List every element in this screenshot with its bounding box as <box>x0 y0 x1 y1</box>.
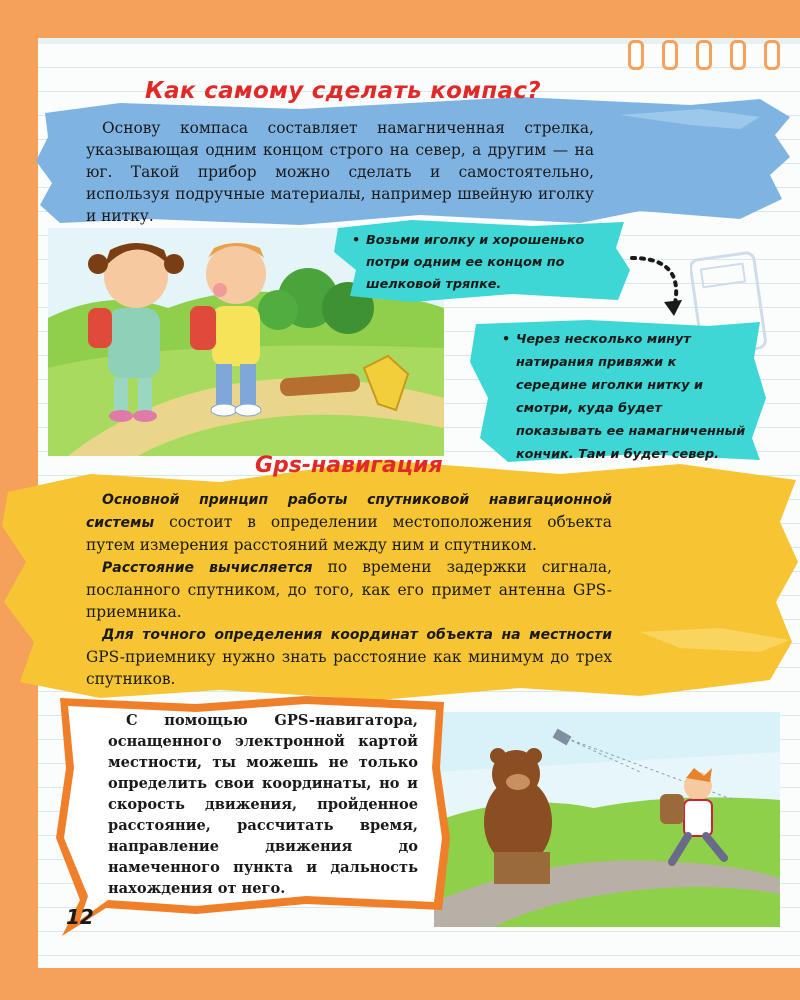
gps-paragraph-2-lead: Расстояние вычисляется <box>102 560 313 576</box>
spiral-ring-icon <box>628 40 644 70</box>
gps-paragraph-3-lead: Для точного определения координат объекта на местности <box>102 627 612 643</box>
tip-note-1 <box>332 218 632 304</box>
info-bubble-text: С помощью GPS-навигатора, оснащенного электронной картой местности, ты можешь не только определить свои координаты, но и скорость движения, пройденное расстояние, рассчитать время, направление движения до намеченного пункта и дальность нахождения от него. <box>108 712 418 897</box>
spiral-ring-icon <box>662 40 678 70</box>
gps-paragraph-3-rest: GPS-приемнику нужно знать расстояние как минимум до трех спутников. <box>86 648 612 688</box>
tip-note-2-text: Через несколько минут натирания привяжи к середине иголки нитку и смотри, куда будет показывать ее намагниченный кончик. Там и будет север. <box>516 332 746 462</box>
spiral-ring-icon <box>696 40 712 70</box>
section-title-gps: Gps-навигация <box>255 453 443 478</box>
gps-paragraph-2-rest: по времени задержки сигнала, посланного спутником, до того, как его примет антенна GPS-приемника. <box>86 558 612 621</box>
intro-paragraph: Основу компаса составляет намагниченная стрелка, указывающая одним концом строго на север, а другим — на юг. Такой прибор можно сделать и самостоятельно, используя подручные материалы, например швейную иголку и нитку. <box>86 119 594 225</box>
section-title-compass: Как самому сделать компас? <box>145 78 541 104</box>
gps-paragraph-3 <box>86 623 612 690</box>
bullet-dot-icon: • <box>352 233 361 248</box>
gps-paragraph-1-rest: состоит в определении местоположения объекта путем измерения расстояний между ним и спутником. <box>86 513 612 554</box>
bullet-dot-icon: • <box>502 332 511 347</box>
tip-note-2 <box>468 318 768 464</box>
gps-section-text <box>86 488 612 690</box>
spiral-ring-icon <box>764 40 780 70</box>
gps-paragraph-2 <box>86 556 612 623</box>
spiral-ring-icon <box>730 40 746 70</box>
page-number: 12 <box>66 905 94 929</box>
gps-paragraph-1-lead: Основной принцип работы спутниковой навигационной системы <box>86 492 612 531</box>
bear-satellite-illustration <box>434 712 780 927</box>
gps-paragraph-1 <box>86 488 612 556</box>
tip-note-1-text: Возьми иголку и хорошенько потри одним ее концом по шелковой тряпке. <box>366 233 585 292</box>
